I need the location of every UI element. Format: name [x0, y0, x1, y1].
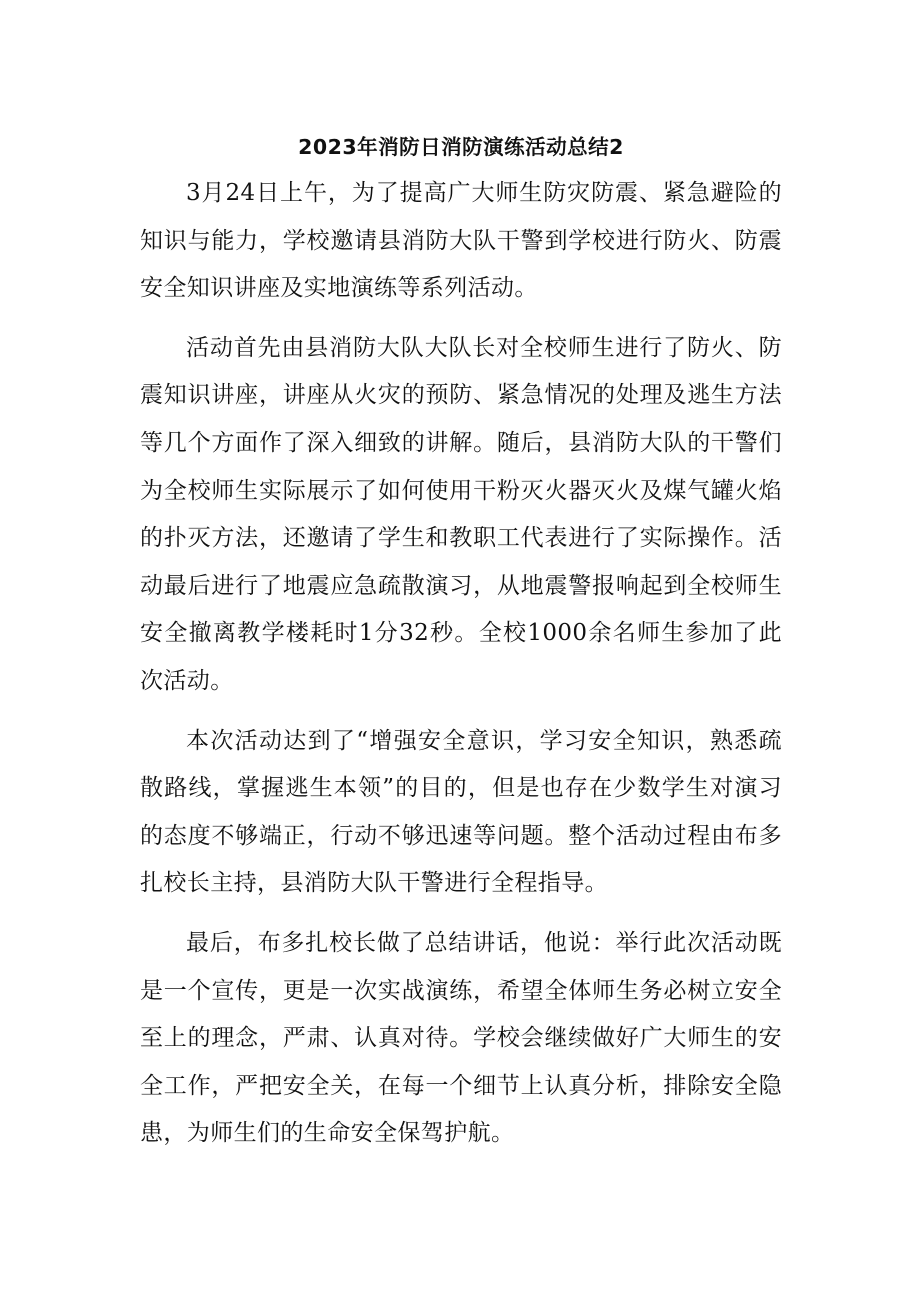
paragraph-outcome: 本次活动达到了“增强安全意识，学习安全知识，熟悉疏散路线，掌握逃生本领”的目的，但是也存在少数学生对演习的态度不够端正，行动不够迅速等问题。整个活动过程由布多扎校长主持，县消防大队干警进行全程指导。 — [140, 727, 782, 897]
document-page — [140, 133, 782, 1170]
paragraph-conclusion: 最后，布多扎校长做了总结讲话，他说：举行此次活动既是一个宣传，更是一次实战演练，希望全体师生务必树立安全至上的理念，严肃、认真对待。学校会继续做好广大师生的安全工作，严把安全关，在每一个细节上认真分析，排除安全隐患，为师生们的生命安全保驾护航。 — [140, 929, 782, 1147]
paragraph-intro: 3月24日上午，为了提高广大师生防灾防震、紧急避险的知识与能力，学校邀请县消防大队干警到学校进行防火、防震安全知识讲座及实地演练等系列活动。 — [140, 180, 782, 302]
paragraph-activity: 活动首先由县消防大队大队长对全校师生进行了防火、防震知识讲座，讲座从火灾的预防、紧急情况的处理及逃生方法等几个方面作了深入细致的讲解。随后，县消防大队的干警们为全校师生实际展示了如何使用干粉灭火器灭火及煤气罐火焰的扑灭方法，还邀请了学生和教职工代表进行了实际操作。活动最后进行了地震应急疏散演习，从地震警报响起到全校师生安全撤离教学楼耗时1分32秒。全校1000余名师生参加了此次活动。 — [140, 334, 782, 694]
document-title: 2023年消防日消防演练活动总结2 — [298, 135, 624, 159]
